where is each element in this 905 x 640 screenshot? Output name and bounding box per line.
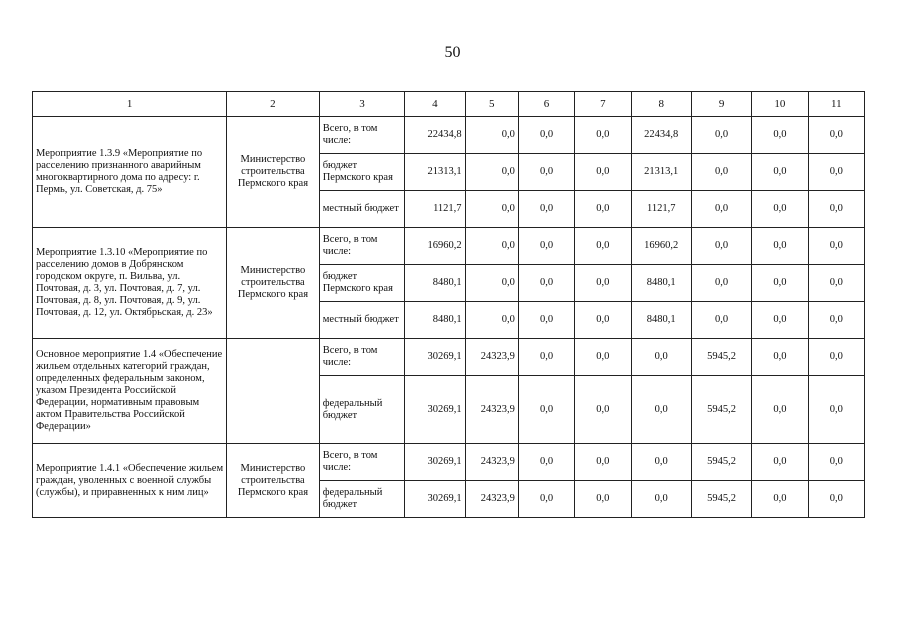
value-cell: 0,0 bbox=[808, 481, 864, 518]
value-cell: 0,0 bbox=[575, 444, 631, 481]
value-cell: 0,0 bbox=[465, 265, 518, 302]
value-cell: 0,0 bbox=[752, 339, 808, 376]
value-cell: 0,0 bbox=[752, 302, 808, 339]
value-cell: 0,0 bbox=[518, 376, 574, 444]
value-cell: 5945,2 bbox=[691, 376, 751, 444]
table-row bbox=[33, 339, 865, 376]
value-cell: 0,0 bbox=[752, 154, 808, 191]
value-cell: 0,0 bbox=[518, 339, 574, 376]
value-cell: 0,0 bbox=[575, 228, 631, 265]
value-cell: 22434,8 bbox=[631, 117, 691, 154]
value-cell: 22434,8 bbox=[405, 117, 465, 154]
funding-source-cell: местный бюджет bbox=[319, 191, 405, 228]
value-cell: 1121,7 bbox=[631, 191, 691, 228]
table-row bbox=[33, 444, 865, 481]
funding-source-cell: федеральный бюджет bbox=[319, 481, 405, 518]
value-cell: 0,0 bbox=[575, 265, 631, 302]
funding-source-cell: бюджет Пермского края bbox=[319, 265, 405, 302]
value-cell: 0,0 bbox=[752, 228, 808, 265]
value-cell: 0,0 bbox=[808, 376, 864, 444]
value-cell: 0,0 bbox=[518, 444, 574, 481]
value-cell: 30269,1 bbox=[405, 376, 465, 444]
value-cell: 0,0 bbox=[691, 117, 751, 154]
value-cell: 0,0 bbox=[518, 191, 574, 228]
value-cell: 0,0 bbox=[631, 339, 691, 376]
value-cell: 24323,9 bbox=[465, 376, 518, 444]
funding-source-cell: местный бюджет bbox=[319, 302, 405, 339]
value-cell: 0,0 bbox=[808, 265, 864, 302]
value-cell: 0,0 bbox=[465, 154, 518, 191]
funding-source-cell: Всего, в том числе: bbox=[319, 444, 405, 481]
column-header: 4 bbox=[405, 92, 465, 117]
value-cell: 1121,7 bbox=[405, 191, 465, 228]
value-cell: 30269,1 bbox=[405, 444, 465, 481]
value-cell: 0,0 bbox=[465, 117, 518, 154]
column-header: 2 bbox=[227, 92, 320, 117]
value-cell: 0,0 bbox=[518, 265, 574, 302]
value-cell: 5945,2 bbox=[691, 481, 751, 518]
value-cell: 0,0 bbox=[752, 481, 808, 518]
value-cell: 0,0 bbox=[808, 339, 864, 376]
value-cell: 0,0 bbox=[465, 228, 518, 265]
value-cell: 0,0 bbox=[691, 191, 751, 228]
value-cell: 0,0 bbox=[808, 302, 864, 339]
value-cell: 24323,9 bbox=[465, 481, 518, 518]
activity-cell: Мероприятие 1.3.10 «Мероприятие по расселению домов в Добрянском городском округе, п. Вильва, ул. Почтовая, д. 3, ул. Почтовая, д. 7, ул. Почтовая, д. 8, ул. Почтовая, д. 9, ул. Почтовая, д. 12, ул. Октябрьская, д. 23» bbox=[33, 228, 227, 339]
table-row bbox=[33, 228, 865, 265]
column-header: 10 bbox=[752, 92, 808, 117]
activity-cell: Мероприятие 1.4.1 «Обеспечение жильем граждан, уволенных с военной службы (службы), и приравненных к ним лиц» bbox=[33, 444, 227, 518]
value-cell: 24323,9 bbox=[465, 444, 518, 481]
value-cell: 0,0 bbox=[575, 191, 631, 228]
value-cell: 8480,1 bbox=[631, 265, 691, 302]
value-cell: 0,0 bbox=[808, 228, 864, 265]
value-cell: 0,0 bbox=[808, 154, 864, 191]
value-cell: 30269,1 bbox=[405, 339, 465, 376]
executor-cell: Министерство строительства Пермского края bbox=[227, 444, 320, 518]
value-cell: 0,0 bbox=[575, 154, 631, 191]
value-cell: 0,0 bbox=[575, 302, 631, 339]
funding-source-cell: Всего, в том числе: bbox=[319, 228, 405, 265]
activity-cell: Мероприятие 1.3.9 «Мероприятие по расселению признанного аварийным многоквартирного дома по адресу: г. Пермь, ул. Советская, д. 75» bbox=[33, 117, 227, 228]
funding-source-cell: Всего, в том числе: bbox=[319, 117, 405, 154]
value-cell: 0,0 bbox=[752, 444, 808, 481]
value-cell: 0,0 bbox=[808, 117, 864, 154]
column-header: 8 bbox=[631, 92, 691, 117]
value-cell: 0,0 bbox=[691, 302, 751, 339]
value-cell: 0,0 bbox=[691, 154, 751, 191]
column-header: 11 bbox=[808, 92, 864, 117]
value-cell: 5945,2 bbox=[691, 444, 751, 481]
value-cell: 0,0 bbox=[752, 117, 808, 154]
column-header: 5 bbox=[465, 92, 518, 117]
column-header: 3 bbox=[319, 92, 405, 117]
value-cell: 0,0 bbox=[518, 481, 574, 518]
value-cell: 0,0 bbox=[752, 265, 808, 302]
value-cell: 8480,1 bbox=[631, 302, 691, 339]
value-cell: 0,0 bbox=[691, 228, 751, 265]
table-row bbox=[33, 117, 865, 154]
value-cell: 0,0 bbox=[518, 154, 574, 191]
column-header: 7 bbox=[575, 92, 631, 117]
header-row bbox=[33, 92, 865, 117]
value-cell: 0,0 bbox=[518, 302, 574, 339]
executor-cell: Министерство строительства Пермского края bbox=[227, 228, 320, 339]
value-cell: 8480,1 bbox=[405, 265, 465, 302]
value-cell: 16960,2 bbox=[405, 228, 465, 265]
value-cell: 0,0 bbox=[575, 481, 631, 518]
value-cell: 8480,1 bbox=[405, 302, 465, 339]
column-header: 1 bbox=[33, 92, 227, 117]
activity-cell: Основное мероприятие 1.4 «Обеспечение жильем отдельных категорий граждан, определенных федеральным законом, указом Президента Российской Федерации, нормативным правовым актом Правительства Российской Федерации» bbox=[33, 339, 227, 444]
value-cell: 0,0 bbox=[631, 444, 691, 481]
value-cell: 0,0 bbox=[518, 117, 574, 154]
value-cell: 21313,1 bbox=[405, 154, 465, 191]
value-cell: 0,0 bbox=[575, 117, 631, 154]
budget-table bbox=[32, 91, 865, 518]
value-cell: 0,0 bbox=[691, 265, 751, 302]
value-cell: 21313,1 bbox=[631, 154, 691, 191]
value-cell: 0,0 bbox=[575, 376, 631, 444]
executor-cell: Министерство строительства Пермского края bbox=[227, 117, 320, 228]
value-cell: 30269,1 bbox=[405, 481, 465, 518]
value-cell: 0,0 bbox=[752, 191, 808, 228]
value-cell: 0,0 bbox=[518, 228, 574, 265]
value-cell: 16960,2 bbox=[631, 228, 691, 265]
value-cell: 0,0 bbox=[465, 191, 518, 228]
value-cell: 0,0 bbox=[575, 339, 631, 376]
value-cell: 0,0 bbox=[631, 376, 691, 444]
value-cell: 0,0 bbox=[808, 444, 864, 481]
value-cell: 24323,9 bbox=[465, 339, 518, 376]
executor-cell bbox=[227, 339, 320, 444]
page-number: 50 bbox=[444, 44, 461, 61]
value-cell: 0,0 bbox=[752, 376, 808, 444]
funding-source-cell: бюджет Пермского края bbox=[319, 154, 405, 191]
value-cell: 0,0 bbox=[808, 191, 864, 228]
column-header: 9 bbox=[691, 92, 751, 117]
value-cell: 0,0 bbox=[465, 302, 518, 339]
value-cell: 5945,2 bbox=[691, 339, 751, 376]
column-header: 6 bbox=[518, 92, 574, 117]
funding-source-cell: Всего, в том числе: bbox=[319, 339, 405, 376]
value-cell: 0,0 bbox=[631, 481, 691, 518]
funding-source-cell: федеральный бюджет bbox=[319, 376, 405, 444]
